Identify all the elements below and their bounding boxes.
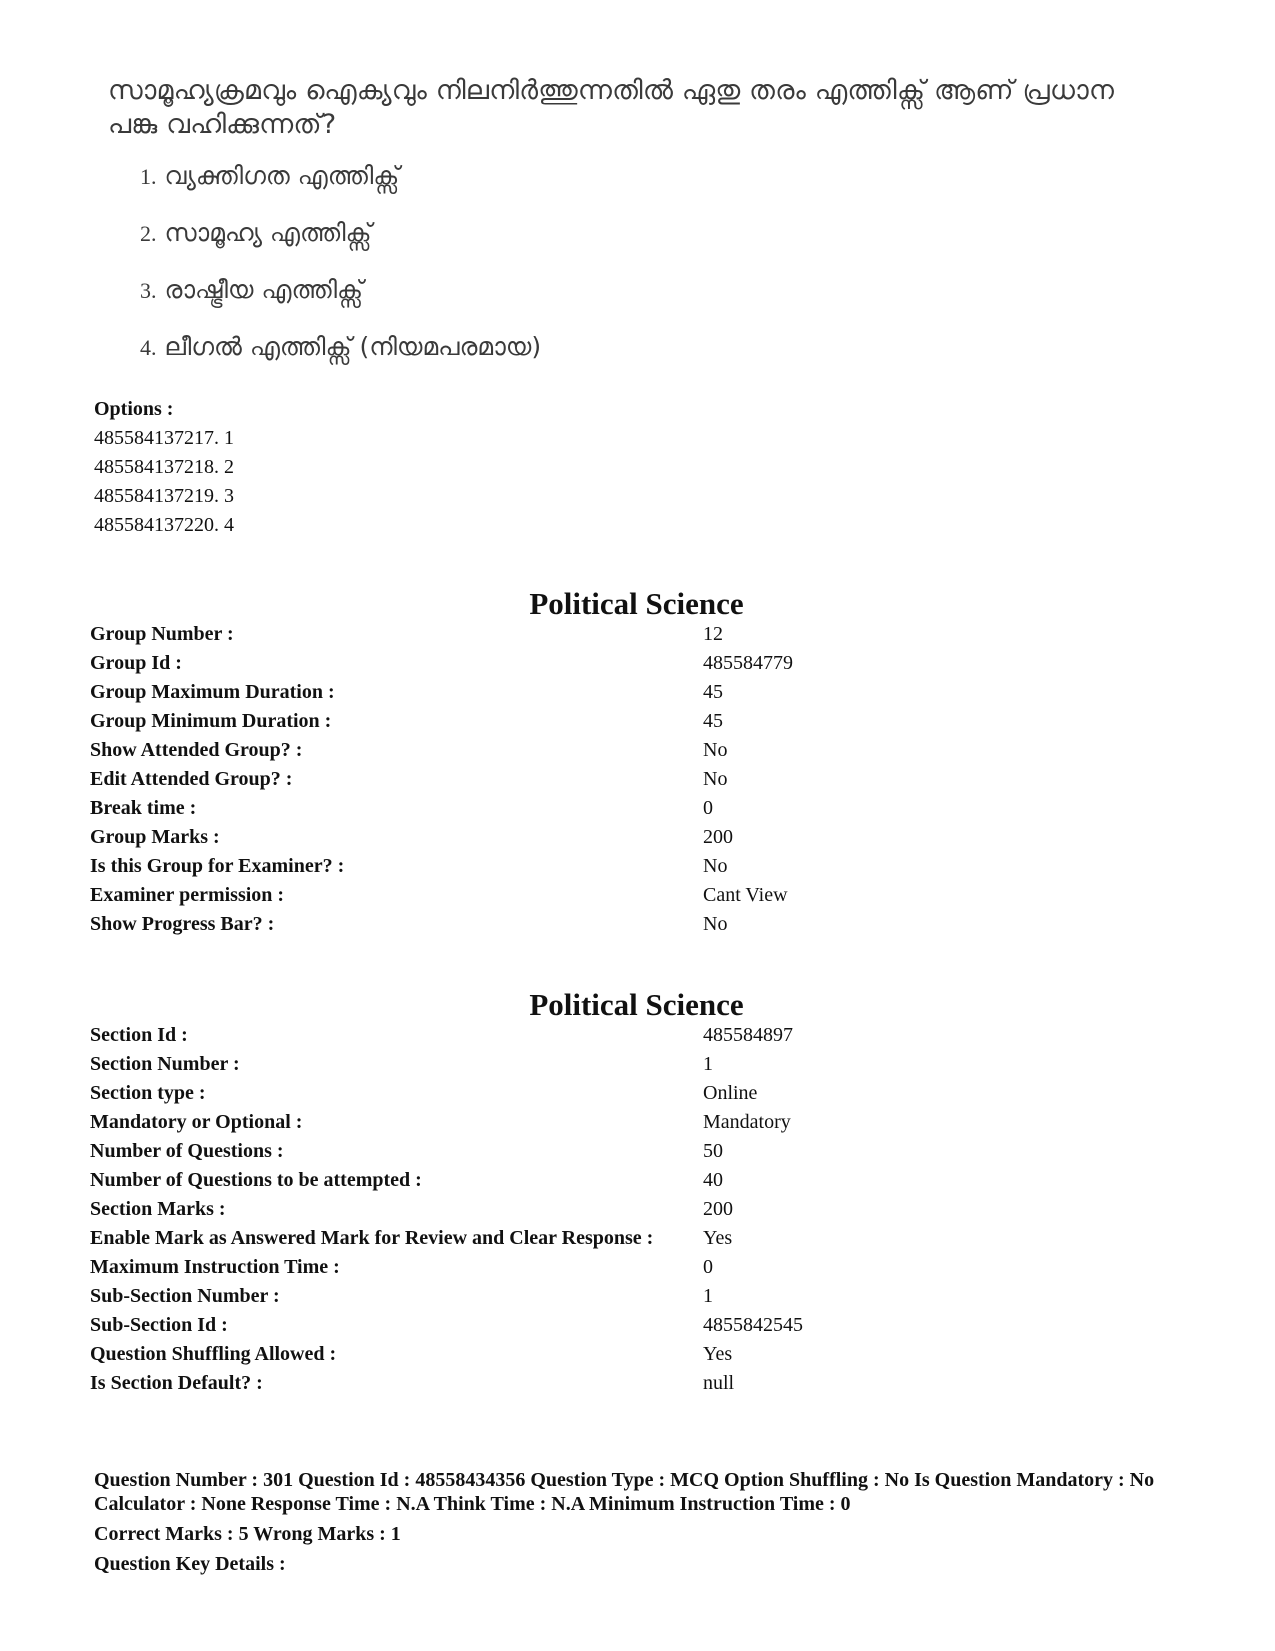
table-row	[90, 1166, 1103, 1195]
options-heading: Options :	[94, 398, 174, 420]
field-label: Sub-Section Number :	[90, 1285, 280, 1307]
field-label: Mandatory or Optional :	[90, 1111, 303, 1133]
field-value: Online	[703, 1082, 758, 1104]
field-value: 1	[703, 1053, 713, 1075]
table-row	[90, 620, 1103, 649]
question-key-heading: Question Key Details :	[94, 1553, 286, 1575]
field-value: No	[703, 913, 728, 935]
field-value: Yes	[703, 1343, 733, 1365]
question-choice	[140, 274, 1148, 307]
field-label: Group Number :	[90, 623, 234, 645]
field-value: No	[703, 855, 728, 877]
field-label: Examiner permission :	[90, 884, 285, 906]
table-row	[90, 910, 1103, 939]
table-row	[90, 1224, 1103, 1253]
field-value: 485584897	[703, 1024, 793, 1046]
field-value: 40	[703, 1169, 723, 1191]
table-row	[90, 881, 1103, 910]
field-label: Question Shuffling Allowed :	[90, 1343, 337, 1365]
choice-number: 4.	[140, 335, 157, 360]
section-details-table	[90, 1021, 1103, 1398]
table-row	[90, 1050, 1103, 1079]
field-label: Group Minimum Duration :	[90, 710, 332, 732]
choice-text: വ്യക്തിഗത എത്തിക്സ്	[164, 161, 400, 190]
field-value: 0	[703, 1256, 713, 1278]
option-item: 485584137220. 4	[94, 514, 234, 536]
option-item: 485584137217. 1	[94, 427, 234, 449]
table-row	[90, 1253, 1103, 1282]
choice-text: രാഷ്ട്രീയ എത്തിക്സ്	[164, 275, 364, 304]
field-label: Section Marks :	[90, 1198, 226, 1220]
section-title-text: Political Science	[529, 987, 744, 1022]
question-choice	[140, 160, 1148, 193]
table-row	[90, 1079, 1103, 1108]
table-row	[90, 1369, 1103, 1398]
question-choice	[140, 217, 1148, 250]
question-image	[108, 74, 1148, 388]
field-value: No	[703, 768, 728, 790]
field-value: 200	[703, 826, 733, 848]
field-value: 12	[703, 623, 723, 645]
field-label: Number of Questions :	[90, 1140, 284, 1162]
choice-text: സാമൂഹ്യ എത്തിക്സ്	[164, 218, 372, 247]
options-list	[94, 395, 234, 540]
field-label: Number of Questions to be attempted :	[90, 1169, 422, 1191]
field-label: Is this Group for Examiner? :	[90, 855, 345, 877]
field-value: 50	[703, 1140, 723, 1162]
field-value: 45	[703, 681, 723, 703]
field-label: Group Marks :	[90, 826, 220, 848]
table-row	[90, 1137, 1103, 1166]
field-label: Edit Attended Group? :	[90, 768, 293, 790]
question-marks: Correct Marks : 5 Wrong Marks : 1	[94, 1523, 401, 1545]
choice-number: 1.	[140, 164, 157, 189]
field-value: 485584779	[703, 652, 793, 674]
field-value: Cant View	[703, 884, 788, 906]
field-value: 200	[703, 1198, 733, 1220]
group-title	[0, 586, 1275, 622]
field-value: 0	[703, 797, 713, 819]
choice-number: 3.	[140, 278, 157, 303]
field-label: Section Number :	[90, 1053, 240, 1075]
question-meta	[94, 1468, 1214, 1576]
question-meta-details: Question Number : 301 Question Id : 48558434356 Question Type : MCQ Option Shuffling : No Is Question Mandatory : No Calculator : None Response Time : N.A Think Time : N.A Minimum Instruction Time : 0	[94, 1469, 1155, 1515]
table-row	[90, 1340, 1103, 1369]
option-item: 485584137219. 3	[94, 485, 234, 507]
group-title-text: Political Science	[529, 586, 744, 621]
table-row	[90, 736, 1103, 765]
field-label: Group Id :	[90, 652, 182, 674]
table-row	[90, 794, 1103, 823]
table-row	[90, 852, 1103, 881]
field-value: 4855842545	[703, 1314, 803, 1336]
field-label: Sub-Section Id :	[90, 1314, 228, 1336]
field-label: Enable Mark as Answered Mark for Review and Clear Response :	[90, 1227, 654, 1249]
field-value: Mandatory	[703, 1111, 791, 1133]
table-row	[90, 823, 1103, 852]
section-title	[0, 987, 1275, 1023]
field-value: No	[703, 739, 728, 761]
field-value: Yes	[703, 1227, 733, 1249]
table-row	[90, 649, 1103, 678]
field-value: null	[703, 1372, 735, 1394]
field-value: 45	[703, 710, 723, 732]
field-label: Show Progress Bar? :	[90, 913, 275, 935]
field-label: Break time :	[90, 797, 197, 819]
choice-text: ലീഗൽ എത്തിക്സ് (നിയമപരമായ)	[164, 332, 542, 361]
choice-number: 2.	[140, 221, 157, 246]
question-choice	[140, 331, 1148, 364]
table-row	[90, 1311, 1103, 1340]
table-row	[90, 765, 1103, 794]
table-row	[90, 678, 1103, 707]
table-row	[90, 1282, 1103, 1311]
table-row	[90, 1021, 1103, 1050]
table-row	[90, 1108, 1103, 1137]
table-row	[90, 1195, 1103, 1224]
field-label: Group Maximum Duration :	[90, 681, 335, 703]
group-details-table	[90, 620, 1103, 939]
field-label: Show Attended Group? :	[90, 739, 303, 761]
field-label: Is Section Default? :	[90, 1372, 263, 1394]
table-row	[90, 707, 1103, 736]
question-stem: സാമൂഹ്യക്രമവും ഐക്യവും നിലനിർത്തുന്നതിൽ ഏതു തരം എത്തിക്സ് ആണ് പ്രധാന പങ്കു വഹിക്കുന്നത്?	[108, 75, 1115, 140]
option-item: 485584137218. 2	[94, 456, 234, 478]
field-label: Section type :	[90, 1082, 206, 1104]
field-value: 1	[703, 1285, 713, 1307]
field-label: Maximum Instruction Time :	[90, 1256, 340, 1278]
field-label: Section Id :	[90, 1024, 188, 1046]
